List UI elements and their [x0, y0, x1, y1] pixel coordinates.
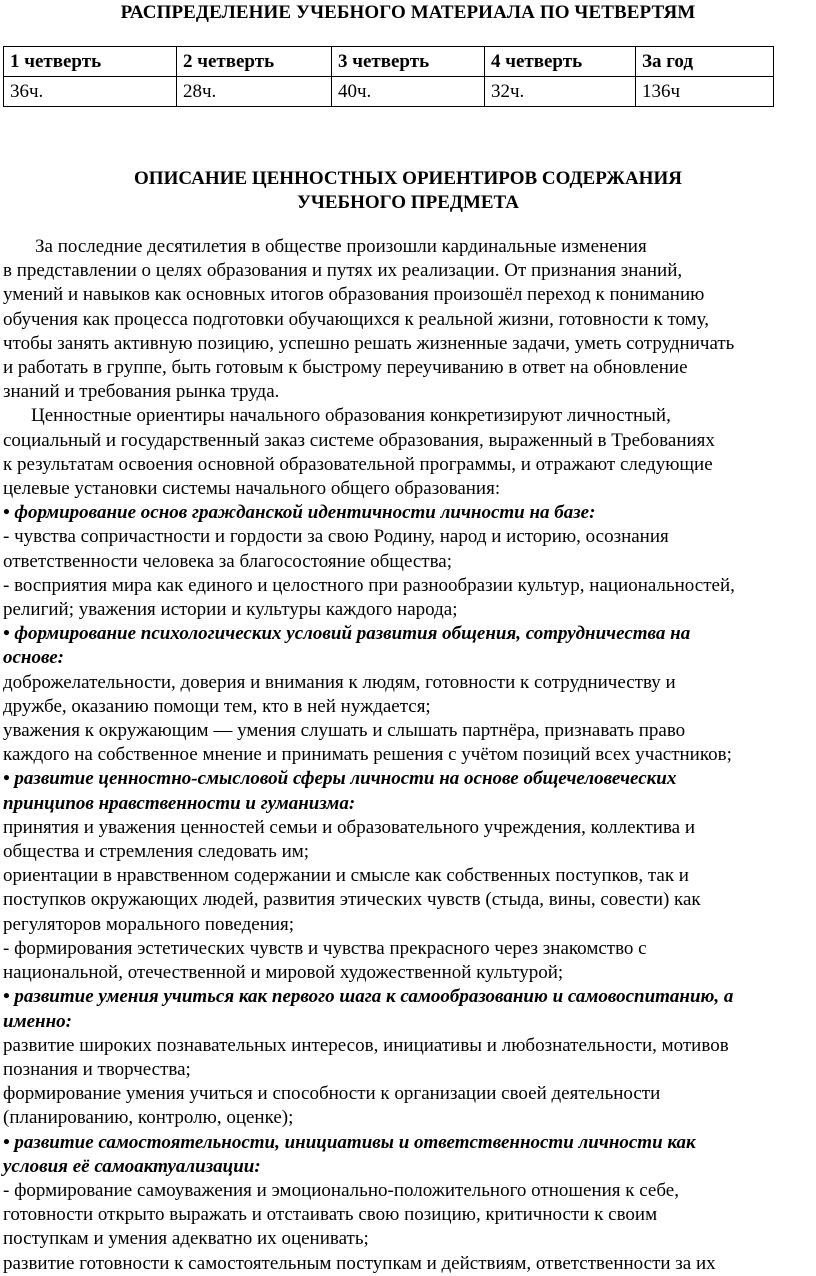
- text-line: чтобы занять активную позицию, успешно решать жизненные задачи, уметь сотрудничать: [3, 332, 735, 354]
- table-cell: 32ч.: [485, 77, 636, 107]
- bullet-communication: [3, 622, 809, 767]
- list-item: регуляторов морального поведения;: [3, 913, 295, 935]
- list-item: поступков окружающих людей, развития этических чувств (стыда, вины, совести) как: [3, 889, 701, 911]
- table-header-cell: 3 четверть: [332, 47, 485, 77]
- table-header-cell: 1 четверть: [4, 47, 177, 77]
- text-line: к результатам освоения основной образовательной программы, и отражают следующие: [3, 453, 713, 475]
- text-line: социальный и государственный заказ системе образования, выраженный в Требованиях: [3, 429, 715, 451]
- list-item: принятия и уважения ценностей семьи и образовательного учреждения, коллектива и: [3, 816, 696, 838]
- table-cell: 28ч.: [177, 77, 332, 107]
- bullet-civic-identity: [3, 501, 809, 622]
- table-header-cell: 4 четверть: [485, 47, 636, 77]
- list-item: готовности открыто выражать и отстаивать свою позицию, критичности к своим: [3, 1204, 658, 1226]
- distribution-title: РАСПРЕДЕЛЕНИЕ УЧЕБНОГО МАТЕРИАЛА ПО ЧЕТВЕРТЯМ: [120, 2, 696, 23]
- text-line: Ценностные ориентиры начального образования конкретизируют личностный,: [31, 405, 671, 427]
- list-item: каждого на собственное мнение и принимать решения с учётом позиций всех участников;: [3, 744, 732, 766]
- bullet-heading: принципов нравственности и гуманизма:: [3, 792, 356, 814]
- list-item: развитие готовности к самостоятельным поступкам и действиям, ответственности за их: [3, 1252, 716, 1274]
- list-item: общества и стремления следовать им;: [3, 841, 310, 863]
- quarter-distribution-table: [3, 46, 774, 107]
- list-item: поступкам и умения адекватно их оценивать;: [3, 1228, 369, 1250]
- list-item: формирование умения учиться и способности к организации своей деятельности: [3, 1083, 661, 1105]
- bullet-heading: основе:: [3, 647, 64, 669]
- list-item: уважения к окружающим — умения слушать и слышать партнёра, признавать право: [3, 720, 686, 742]
- table-header-cell: 2 четверть: [177, 47, 332, 77]
- paragraph-intro: [3, 235, 809, 404]
- list-item: дружбе, оказанию помощи тем, кто в ней нуждается;: [3, 695, 431, 717]
- list-item: - формирование самоуважения и эмоционально-положительного отношения к себе,: [3, 1179, 679, 1201]
- bullet-heading: • развитие ценностно-смысловой сферы личности на основе общечеловеческих: [3, 768, 677, 790]
- text-line: целевые установки системы начального общего образования:: [3, 478, 501, 500]
- bullet-heading: условия её самоактуализации:: [3, 1155, 261, 1177]
- bullet-heading: • развитие умения учиться как первого шага к самообразованию и самовоспитанию, а: [3, 986, 734, 1008]
- table-header-cell: За год: [636, 47, 774, 77]
- list-item: ориентации в нравственном содержании и смысле как собственных поступков, так и: [3, 865, 689, 887]
- bullet-heading: • формирование основ гражданской идентичности личности на базе:: [3, 502, 596, 524]
- text-line: в представлении о целях образования и путях их реализации. От признания знаний,: [3, 260, 683, 282]
- bullet-values: [3, 767, 809, 985]
- list-item: национальной, отечественной и мировой художественной культурой;: [3, 962, 564, 984]
- section-title-line: ОПИСАНИЕ ЦЕННОСТНЫХ ОРИЕНТИРОВ СОДЕРЖАНИЯ: [134, 168, 682, 189]
- bullet-learning: [3, 985, 809, 1130]
- list-item: доброжелательности, доверия и внимания к людям, готовности к сотрудничеству и: [3, 671, 676, 693]
- text-line: За последние десятилетия в обществе произошли кардинальные изменения: [35, 236, 647, 257]
- table-cell: 36ч.: [4, 77, 177, 107]
- body-text: [3, 235, 809, 1276]
- section-title: [0, 167, 816, 215]
- list-item: развитие широких познавательных интересов, инициативы и любознательности, мотивов: [3, 1034, 729, 1056]
- list-item: - чувства сопричастности и гордости за свою Родину, народ и историю, осознания: [3, 526, 669, 548]
- bullet-heading: именно:: [3, 1010, 72, 1032]
- table-row: [4, 77, 774, 107]
- table-header-row: [4, 47, 774, 77]
- section-title-line: УЧЕБНОГО ПРЕДМЕТА: [296, 192, 519, 213]
- list-item: познания и творчества;: [3, 1058, 191, 1080]
- list-item: - восприятия мира как единого и целостного при разнообразии культур, национальностей,: [3, 574, 735, 596]
- list-item: ответственности человека за благосостояние общества;: [3, 550, 453, 572]
- list-item: религий; уважения истории и культуры каждого народа;: [3, 599, 458, 621]
- paragraph-orientations: [3, 404, 809, 501]
- list-item: - формирования эстетических чувств и чувства прекрасного через знакомство с: [3, 937, 647, 959]
- bullet-independence: [3, 1131, 809, 1276]
- table-cell: 40ч.: [332, 77, 485, 107]
- text-line: умений и навыков как основных итогов образования произошёл переход к пониманию: [3, 284, 705, 306]
- text-line: и работать в группе, быть готовым к быстрому переучиванию в ответ на обновление: [3, 357, 688, 379]
- text-line: обучения как процесса подготовки обучающихся к реальной жизни, готовности к тому,: [3, 308, 710, 330]
- bullet-heading: • развитие самостоятельности, инициативы и ответственности личности как: [3, 1131, 696, 1153]
- bullet-heading: • формирование психологических условий развития общения, сотрудничества на: [3, 623, 691, 645]
- list-item: (планированию, контролю, оценке);: [3, 1107, 294, 1129]
- text-line: знаний и требования рынка труда.: [3, 381, 280, 403]
- table-cell: 136ч: [636, 77, 774, 107]
